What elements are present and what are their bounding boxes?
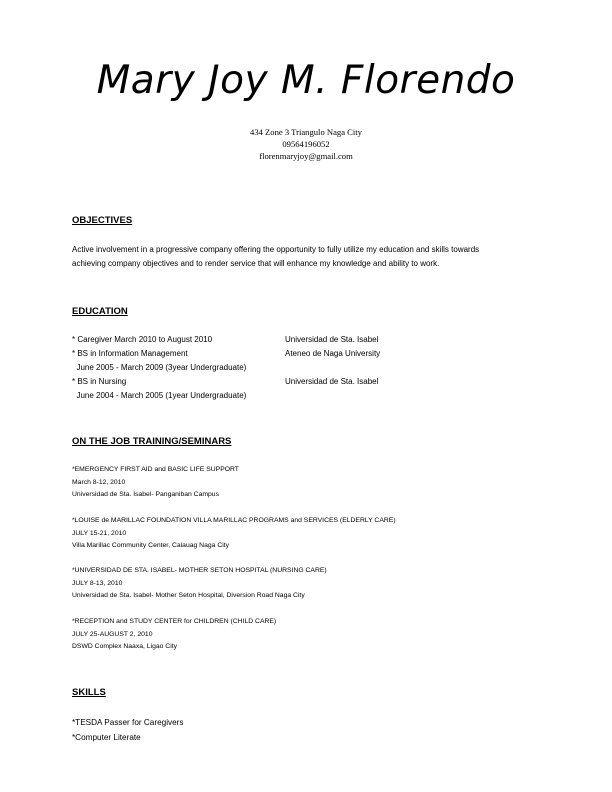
address: 434 Zone 3 Triangulo Naga City — [250, 127, 362, 137]
training-entry — [72, 464, 239, 502]
objectives-line: achieving company objectives and to render service that will enhance my knowledge and ability to work. — [72, 259, 440, 268]
training-entry — [72, 565, 327, 603]
training-title: *UNIVERSIDAD DE STA. ISABEL- MOTHER SETON HOSPITAL (NURSING CARE) — [72, 567, 327, 574]
training-entry — [72, 515, 396, 553]
skills-heading: SKILLS — [72, 687, 106, 698]
training-date: JULY 15-21, 2010 — [72, 529, 127, 537]
skill-item: *TESDA Passer for Caregivers — [72, 718, 184, 727]
applicant-name: Mary Joy M. Florendo — [96, 58, 516, 103]
training-place: Universidad de Sta. Isabel- Panganiban Campus — [72, 491, 219, 499]
skill-item: *Computer Literate — [72, 733, 141, 742]
training-date: JULY 8-13, 2010 — [72, 579, 123, 587]
training-place: Universidad de Sta. Isabel- Mother Seton Hospital, Diversion Road Naga City — [72, 592, 305, 600]
education-heading: EDUCATION — [72, 306, 128, 317]
education-row — [72, 391, 246, 400]
contact-info — [0, 126, 612, 162]
training-entry — [72, 616, 276, 654]
training-date: JULY 25-AUGUST 2, 2010 — [72, 630, 153, 638]
education-dates: June 2005 - March 2009 (3year Undergraduate) — [72, 363, 247, 372]
education-program: * BS in Information Management — [72, 349, 188, 358]
education-school: Universidad de Sta. Isabel — [285, 335, 379, 344]
skills-list — [72, 715, 183, 745]
education-program: * Caregiver March 2010 to August 2010 — [72, 335, 213, 344]
education-row — [72, 363, 246, 372]
email-address: florenmaryjoy@gmail.com — [259, 151, 353, 161]
training-date: March 8-12, 2010 — [72, 478, 126, 486]
training-place: Villa Marillac Community Center, Calauag Naga City — [72, 542, 230, 550]
education-school: Ateneo de Naga University — [285, 349, 381, 358]
objectives-heading: OBJECTIVES — [72, 215, 133, 226]
education-row — [72, 349, 381, 358]
training-title: *LOUISE de MARILLAC FOUNDATION VILLA MARILLAC PROGRAMS and SERVICES (ELDERLY CARE) — [72, 517, 396, 524]
education-program: * BS in Nursing — [72, 377, 127, 386]
education-row — [72, 335, 379, 344]
education-school: Universidad de Sta. Isabel — [285, 377, 379, 386]
objectives-line: Active involvement in a progressive company offering the opportunity to fully utilize my education and skills towards — [72, 245, 480, 254]
education-dates: June 2004 - March 2005 (1year Undergraduate) — [72, 391, 247, 400]
training-title: *EMERGENCY FIRST AID and BASIC LIFE SUPPORT — [72, 466, 239, 473]
phone-number: 09564196052 — [282, 139, 330, 149]
training-place: DSWD Complex Naaxa, Ligao City — [72, 643, 178, 651]
education-row — [72, 377, 379, 386]
training-heading: ON THE JOB TRAINING/SEMINARS — [72, 436, 232, 447]
objectives-text — [72, 243, 542, 271]
training-title: *RECEPTION and STUDY CENTER for CHILDREN (CHILD CARE) — [72, 618, 277, 625]
